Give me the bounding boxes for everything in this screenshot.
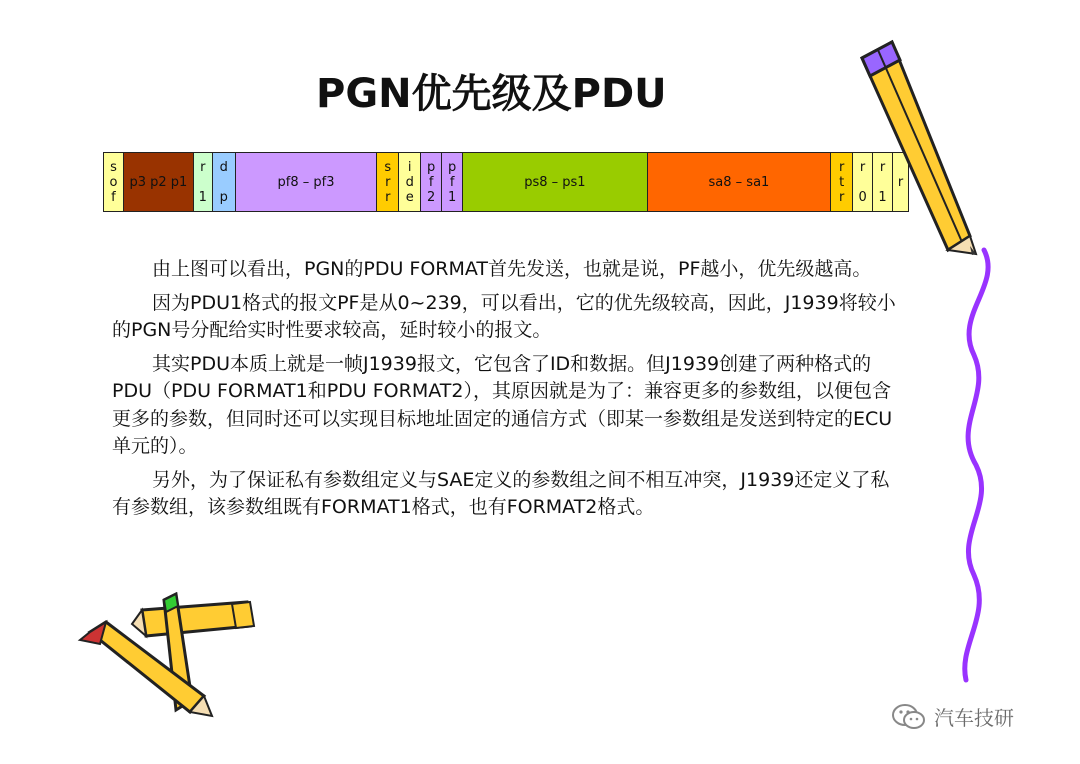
- field-r: r: [893, 153, 908, 211]
- field-ide: i d e: [399, 153, 421, 211]
- field-pf8-pf3: pf8 – pf3: [236, 153, 378, 211]
- page-title: PGN优先级及PDU: [316, 71, 667, 117]
- field-pf2: p f 2: [421, 153, 442, 211]
- pencil-icon: [852, 36, 982, 256]
- field-pf1: p f 1: [442, 153, 463, 211]
- paragraph: 另外，为了保证私有参数组定义与SAE定义的参数组之间不相互冲突，J1939还定义了私有参数组，该参数组既有FORMAT1格式，也有FORMAT2格式。: [112, 468, 890, 518]
- can-id-frame-diagram: [103, 152, 909, 212]
- wechat-icon: [892, 703, 926, 731]
- purple-squiggle: [944, 245, 1004, 685]
- crossed-crayons-icon: [72, 592, 267, 722]
- field-sof: s o f: [104, 153, 124, 211]
- watermark-label: 汽车技研: [934, 706, 1014, 730]
- field-priority: p3 p2 p1: [124, 153, 194, 211]
- watermark: [892, 702, 1014, 731]
- paragraph: 其实PDU本质上就是一帧J1939报文，它包含了ID和数据。但J1939创建了两种格式的PDU（PDU FORMAT1和PDU FORMAT2），其原因就是为了：兼容更多的参数组，以便包含更多的参数，但同时还可以实现目标地址固定的通信方式（即某一参数组是发送到特定的ECU单元的）。: [112, 352, 893, 457]
- paragraph: 由上图可以看出，PGN的PDU FORMAT首先发送，也就是说，PF越小，优先级越高。: [152, 258, 872, 280]
- paragraph: 因为PDU1格式的报文PF是从0~239，可以看出，它的优先级较高，因此，J1939将较小的PGN号分配给实时性要求较高，延时较小的报文。: [112, 291, 896, 341]
- body-text: [112, 256, 902, 528]
- field-r1b: r 1: [873, 153, 893, 211]
- field-rtr: r t r: [831, 153, 853, 211]
- field-dp: d p: [213, 153, 236, 211]
- field-r0: r 0: [853, 153, 873, 211]
- field-ps8-ps1: ps8 – ps1: [463, 153, 648, 211]
- field-r1: r 1: [194, 153, 213, 211]
- field-srr: s r r: [377, 153, 399, 211]
- field-sa8-sa1: sa8 – sa1: [648, 153, 832, 211]
